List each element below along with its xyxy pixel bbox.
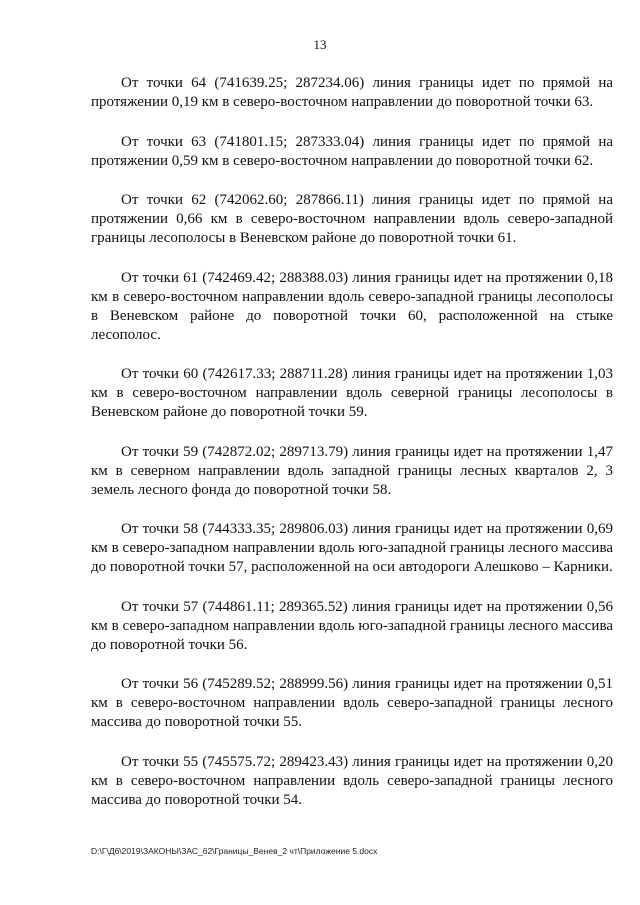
paragraph: От точки 63 (741801.15; 287333.04) линия границы идет по прямой на протяжении 0,59 км в северо-восточном направлении до поворотной точки 62. [91,133,613,169]
page-number: 13 [313,37,327,52]
paragraph: От точки 62 (742062.60; 287866.11) линия границы идет по прямой на протяжении 0,66 км в северо-восточном направлении вдоль северо-западной границы лесополосы в Веневском районе до поворотной точки 61. [91,192,613,246]
paragraph: От точки 55 (745575.72; 289423.43) линия границы идет на протяжении 0,20 км в северо-восточном направлении вдоль северо-западной границы лесного массива до поворотной точки 54. [91,753,613,808]
file-path-footer: D:\Г\Д6\2019\ЗАКОНЫ\ЗАС_62\Границы_Венев_2 чт\Приложение 5.docx [91,846,378,856]
paragraph: От точки 59 (742872.02; 289713.79) линия границы идет на протяжении 1,47 км в северном направлении вдоль западной границы лесных кварталов 2, 3 земель лесного фонда до поворотной точки 58. [91,443,613,498]
paragraph: От точки 58 (744333.35; 289806.03) линия границы идет на протяжении 0,69 км в северо-западном направлении вдоль юго-западной границы лесного массива до поворотной точки 57, расположенной на оси автодороги Алешково – Карники. [91,521,613,575]
paragraph: От точки 61 (742469.42; 288388.03) линия границы идет на протяжении 0,18 км в северо-восточном направлении вдоль северо-западной границы лесополосы в Веневском районе до поворотной точки 60, расположенной на стыке лесополос. [91,269,613,343]
paragraph: От точки 57 (744861.11; 289365.52) линия границы идет на протяжении 0,56 км в северо-западном направлении вдоль юго-западной границы лесного массива до поворотной точки 56. [91,598,613,653]
paragraph: От точки 64 (741639.25; 287234.06) линия границы идет по прямой на протяжении 0,19 км в северо-восточном направлении до поворотной точки 63. [91,75,613,110]
paragraph: От точки 60 (742617.33; 288711.28) линия границы идет на протяжении 1,03 км в северо-восточном направлении вдоль северной границы лесополосы в Веневском районе до поворотной точки 59. [91,366,613,420]
document-body [91,74,613,830]
paragraph: От точки 56 (745289.52; 288999.56) линия границы идет на протяжении 0,51 км в северо-восточном направлении вдоль северо-западной границы лесного массива до поворотной точки 55. [91,676,613,730]
